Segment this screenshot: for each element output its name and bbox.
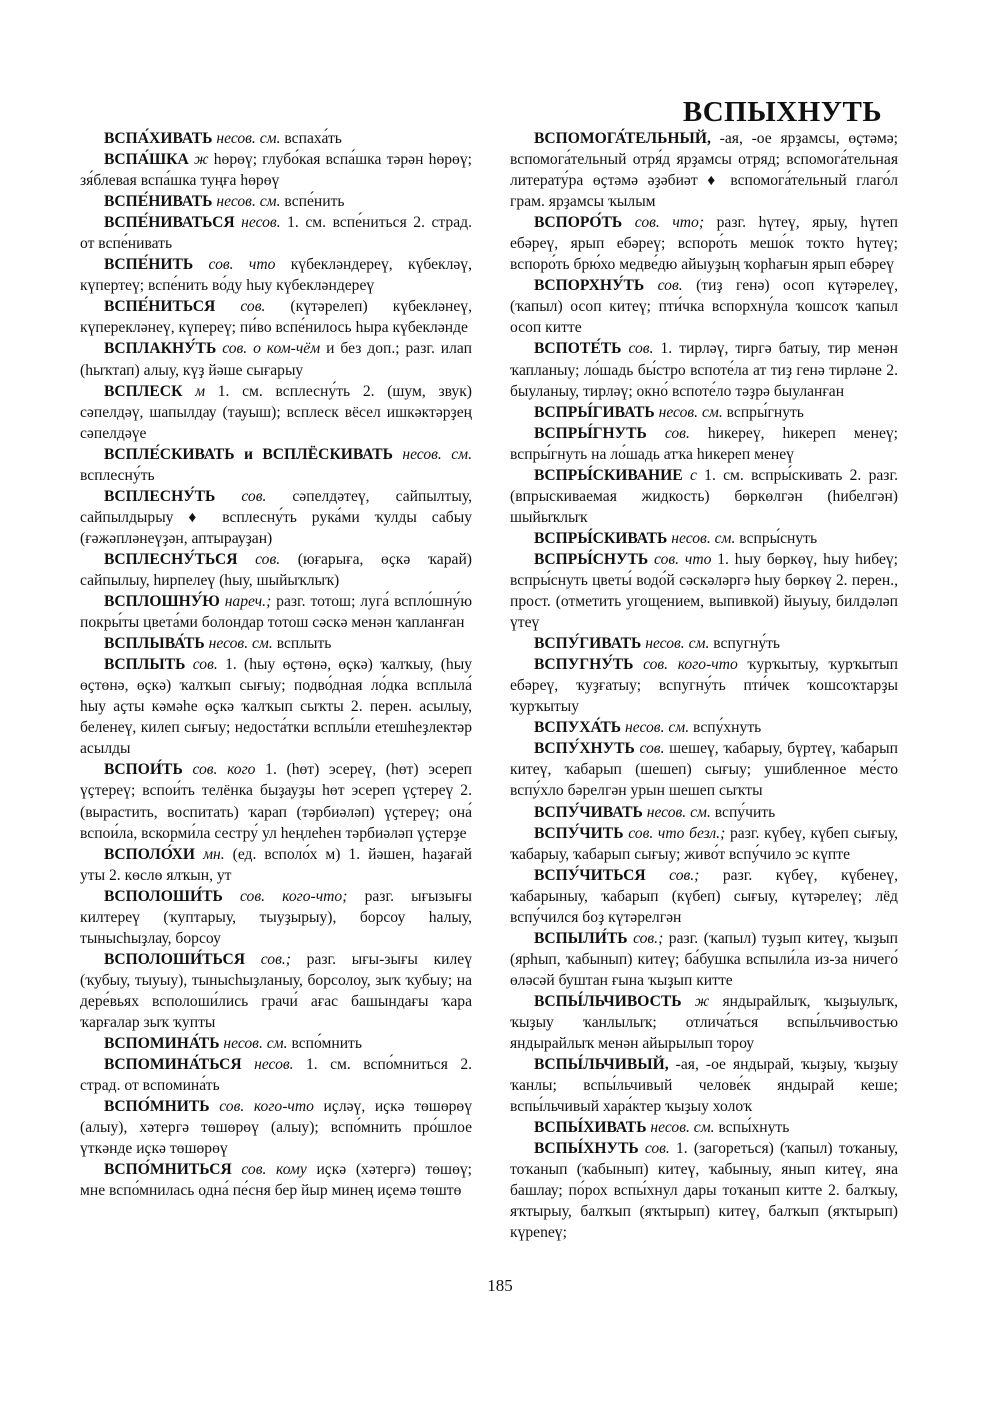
dictionary-entry <box>510 402 898 423</box>
entry-label: несов. см. <box>645 635 710 653</box>
entry-headword: ВСПЛЕСНУ́ТЬ <box>104 487 216 505</box>
entry-headword: ВСПОЛОШИ́ТЬ <box>104 887 223 905</box>
dictionary-entry <box>80 654 472 759</box>
entry-definition: вспо́мнить <box>291 1035 362 1053</box>
entry-headword: ВСПЫЛИ́ТЬ <box>534 929 628 947</box>
entry-headword: ВСПОТЕ́ТЬ <box>534 340 622 358</box>
entry-headword: ВСПОМИНА́ТЬ <box>104 1035 220 1053</box>
entry-definition: разг. һүтеү, ярыу, һүтеп ебәреү, ярып ебәреү; вспоро́ть мешо́к тоҡто һүтеү; вспоро́ть брю́хо медве́дю айыуҙың ҡорһағын ярып ебәреү <box>510 214 899 274</box>
entry-label: сов. кому <box>241 1161 307 1179</box>
dictionary-entry <box>510 1117 898 1138</box>
entry-label: сов. <box>644 1140 670 1158</box>
entry-label: сов. что <box>208 256 276 274</box>
entry-definition: 1. (һөт) эсереү, (һөт) эсереп үҫтереү; вспои́ть телёнка быҙауҙы һөт эсереп үҫтереү 2. (вырастить, воспитать) ҡарап (тәрбиәләп) үҫтереү; она́ вспои́ла, вскорми́ла сестру́ ул һеңлеһен тәрбиәләп үҫтерҙе <box>80 761 473 842</box>
entry-definition: 1. см. всплесну́ть 2. (шум, звук) сәпелдәү, шапылдау (тауыш); всплеск вёсел ишкәктәрҙең сәпелдәүе <box>80 382 473 442</box>
entry-headword: ВСПОРХНУ́ТЬ <box>534 277 645 295</box>
entry-headword: ВСПО́МНИТЬСЯ <box>104 1161 232 1179</box>
entry-definition: вспугну́ть <box>713 635 781 653</box>
entry-definition: шешеү, ҡабарыу, бүртеү, ҡабарып китеү, ҡабарып (шешеп) сығыу; ушибленное ме́сто вспу́хло бәрелгән урын шешеп сыҡты <box>510 740 898 800</box>
dictionary-entry <box>80 191 472 212</box>
dictionary-entry <box>510 275 898 338</box>
entry-definition: вспаха́ть <box>284 130 342 147</box>
entry-label: несов. см. <box>625 719 690 737</box>
dictionary-entry <box>80 128 472 149</box>
entry-headword: ВСПЫ́ЛЬЧИВЫЙ, <box>534 1056 669 1074</box>
left-column <box>80 128 472 1201</box>
dictionary-entry <box>510 1054 898 1117</box>
dictionary-entry <box>80 254 472 296</box>
entry-headword: ВСПА́ШКА <box>104 151 189 169</box>
entry-headword: ВСПОМОГА́ТЕЛЬНЫЙ, <box>534 130 711 147</box>
entry-headword: ВСПУХА́ТЬ <box>534 719 622 737</box>
entry-headword: ВСПОЛОШИ́ТЬСЯ <box>104 950 245 968</box>
entry-headword: ВСПЛЕСК <box>104 382 183 400</box>
entry-definition: разг. күбеү, күбенеү, ҡабарыныу, ҡабарып (күбеп) сығыу, күтәрелеү; лёд вспу́чился боҙ күтәрелгән <box>510 866 898 926</box>
dictionary-entry <box>80 149 472 191</box>
dictionary-entry <box>80 486 472 549</box>
dictionary-entry <box>510 823 898 865</box>
entry-definition: разг. күбеү, күбеп сығыу, ҡабарыу, ҡабарып сығыу; живо́т вспу́чило эс күпте <box>510 824 898 863</box>
entry-headword: ВСПЛАКНУ́ТЬ <box>104 340 217 358</box>
dictionary-entry <box>510 128 898 212</box>
entry-headword: ВСПЫ́ЛЬЧИВОСТЬ <box>534 992 682 1010</box>
dictionary-entry <box>80 1159 472 1201</box>
dictionary-entry <box>510 802 898 823</box>
entry-definition: разг. ығызығы килтереү (ҡуптарыу, тыуҙырыу), борсоу һалыу, тынысһыҙлау, борсоу <box>80 887 472 947</box>
entry-label: сов. что; <box>634 214 705 232</box>
entry-definition: разг. тотош; луга́ вспло́шну́ю покры́ты цвета́ми болондар тотош сәскә менән ҡапланған <box>80 593 472 632</box>
entry-definition: вспе́нить <box>284 193 345 211</box>
entry-label: несов. см. <box>650 1119 715 1137</box>
entry-headword: ВСПЫ́ХНУТЬ <box>534 1140 639 1158</box>
dictionary-entry <box>510 738 898 801</box>
dictionary-entry <box>510 549 898 633</box>
dictionary-entry <box>80 444 472 486</box>
entry-label: сов. <box>192 656 218 674</box>
entry-definition: вспу́хнуть <box>693 719 762 737</box>
dictionary-entry <box>510 991 898 1054</box>
entry-label: сов. <box>240 298 266 316</box>
entry-definition: 1. тирләү, тиргә батыу, тир менән ҡапланыу; ло́шадь бы́стро вспоте́ла ат тиҙ генә тирләне 2. быуланыу, тирләү; окно́ вспоте́ло тәҙрә быуланған <box>510 340 898 400</box>
entry-label: несов. см. <box>658 403 723 421</box>
entry-label: с <box>689 466 697 484</box>
entry-headword: ВСПЛЕ́СКИВАТЬ и ВСПЛЁСКИВАТЬ <box>104 445 393 463</box>
entry-label: сов. <box>255 550 281 568</box>
entry-definition: яндырайлыҡ, ҡыҙыулыҡ, ҡыҙыу ҡанлылыҡ; отлича́ться вспы́льчивостью яндырайлыҡ менән айырылып тороу <box>510 992 898 1053</box>
entry-headword: ВСПЕ́НИТЬ <box>104 256 194 274</box>
entry-label: сов. кого <box>192 761 256 779</box>
dictionary-entry <box>510 423 898 465</box>
entry-headword: ВСПУ́ХНУТЬ <box>534 740 635 758</box>
entry-definition: -ая, -ое ярҙамсы, өҫтәмә; вспомога́тельный отря́д ярҙамсы отряд; вспомога́тельная литерату́ра өҫтәмә әҙәбиәт ♦ вспомога́тельный глаго́л грам. ярҙамсы ҡылым <box>510 130 898 211</box>
entry-definition: 1. см. вспры́скивать 2. разг. (впрыскиваемая жидкость) бөркөлгән (һибелгән) шыйыҡлыҡ <box>510 466 898 526</box>
entry-definition: 1. (загореться) (ҡапыл) тоҡаныу, тоҡанып (ҡабынып) китеү, ҡабыныу, янып китеү, яна башлау; по́рох вспы́хнул дары тоҡанып китте 2. балҡыу, яҡтырыу, балҡып (яҡтырып) китеү, балҡып (яҡтырып) күреnеү; <box>510 1140 898 1242</box>
right-column <box>510 128 898 1243</box>
entry-headword: ВСПУ́ЧИТЬСЯ <box>534 866 646 884</box>
entry-label: несов. см. <box>223 1035 288 1053</box>
entry-definition: -ая, -ое яндырай, ҡыҙыу, ҡыҙыу ҡанлы; вспы́льчивый челове́к яндырай кеше; вспы́льчивый хара́ктер ҡыҙыу холоҡ <box>510 1056 899 1116</box>
entry-label: сов. кого-что; <box>240 887 348 905</box>
dictionary-entry <box>510 1138 898 1243</box>
entry-definition: вспры́снуть <box>739 529 818 547</box>
dictionary-entry <box>510 865 898 928</box>
entry-definition: и без доп.; разг. илап (һыҡтап) алыу, күҙ йәше сығарыу <box>80 340 472 379</box>
entry-headword: ВСПЫ́ХИВАТЬ <box>534 1119 647 1137</box>
entry-definition: всплыть <box>276 635 332 653</box>
entry-label: несов. см. <box>671 529 736 547</box>
entry-definition: разг. ығы-зығы килеү (ҡубыу, тыуыу), тынысһыҙланыу, борсолоу, зыҡ ҡубыу; на дере́вьях всполоши́лись грачи́ ағас башындағы ҡара ҡарғалар зыҡ ҡупты <box>80 950 473 1031</box>
dictionary-entry <box>80 1096 472 1159</box>
entry-label: сов. <box>664 424 690 442</box>
entry-definition: ҡурҡытыу, ҡурҡытып ебәреү, ҡуҙғатыу; вспугну́ть пти́чек ҡошсоҡтарҙы ҡурҡытыу <box>510 656 898 716</box>
dictionary-entry <box>80 296 472 338</box>
entry-headword: ВСПУ́ЧИТЬ <box>534 824 624 842</box>
entry-headword: ВСПЛЫВА́ТЬ <box>104 635 205 653</box>
dictionary-entry <box>510 528 898 549</box>
entry-headword: ВСПРЫ́СКИВАНИЕ <box>534 466 683 484</box>
entry-headword: ВСПА́ХИВАТЬ <box>104 130 213 147</box>
entry-definition: һикереү, һикереп менеү; вспры́гнуть на ло́шадь атҡа һикереп менеү <box>510 424 898 463</box>
dictionary-entry <box>80 759 472 843</box>
entry-definition: вспы́хнуть <box>718 1119 790 1137</box>
entry-label: сов. <box>241 487 267 505</box>
entry-headword: ВСПУ́ГИВАТЬ <box>534 635 642 653</box>
dictionary-entry <box>510 465 898 528</box>
entry-headword: ВСПОЛО́ХИ <box>104 845 196 863</box>
dictionary-entry <box>80 886 472 949</box>
entry-definition: 1. см. вспе́ниться 2. страд. от вспе́нивать <box>80 214 472 253</box>
entry-headword: ВСПЕ́НИВАТЬСЯ <box>104 214 235 232</box>
entry-definition: сәпелдәтеү, сайпылтыу, сайпылдырыу ♦ всплесну́ть рука́ми ҡулды сабыу (ғәжәпләнеүҙән, аптырауҙан) <box>80 487 472 547</box>
dictionary-entry <box>80 338 472 380</box>
entry-label: несов. см. <box>646 803 711 821</box>
dictionary-entry <box>80 633 472 654</box>
entry-label: сов.; <box>669 866 700 884</box>
entry-label: сов. <box>639 740 665 758</box>
entry-headword: ВСПОМИНА́ТЬСЯ <box>104 1056 242 1074</box>
entry-label: ж <box>193 151 209 169</box>
entry-label: мн. <box>203 845 225 863</box>
entry-headword: ВСПУГНУ́ТЬ <box>534 656 634 674</box>
dictionary-entry <box>80 949 472 1033</box>
entry-definition: күбекләндереү, күбекләү, күпертеү; вспе́нить во́ду һыу күбекләндереү <box>80 256 472 295</box>
entry-label: несов. см. <box>216 130 281 147</box>
entry-label: сов.; <box>260 950 291 968</box>
entry-headword: ВСПЛЫТЬ <box>104 656 186 674</box>
dictionary-entry <box>80 381 472 444</box>
entry-definition: разг. (ҡапыл) туҙып китеү, ҡыҙып (ярһып, ҡабынып) китеү; ба́бушка вспыли́ла из-за ничего́ өләсәй буштан ғына ҡыҙып китте <box>510 929 899 989</box>
entry-label: несов. <box>254 1056 294 1074</box>
entry-definition: 1. см. вспо́мниться 2. страд. от вспомина́ть <box>80 1056 473 1095</box>
entry-definition: (ед. всполо́х м) 1. йәшен, һаҙағай уты 2. көслө ялҡын, ут <box>80 845 473 884</box>
entry-headword: ВСПОРО́ТЬ <box>534 214 623 232</box>
entry-headword: ВСПЛЕСНУ́ТЬСЯ <box>104 550 238 568</box>
entry-label: несов. см. <box>208 635 273 653</box>
page-number: 185 <box>487 1276 513 1295</box>
entry-definition: (юғарыға, өҫкә ҡарай) сайпылыу, һирпелеү (һыу, шыйыҡлыҡ) <box>80 550 472 589</box>
entry-definition: вспры́гнуть <box>726 403 804 421</box>
entry-definition: иҫләү, иҫкә төшөрөү (алыу), хәтергә төшөрөү (алыу); вспо́мнить про́шлое үткәнде иҫкә төшөрөү <box>80 1098 473 1158</box>
dictionary-entry <box>510 928 898 991</box>
entry-headword: ВСПЕ́НИВАТЬ <box>104 193 213 211</box>
dictionary-entry <box>80 591 472 633</box>
entry-label: несов. см. <box>216 193 281 211</box>
dictionary-entry <box>510 633 898 654</box>
entry-headword: ВСПО́МНИТЬ <box>104 1098 210 1116</box>
dictionary-entry <box>80 1033 472 1054</box>
entry-definition: (тиҙ генә) осоп күтәрелеү, (ҡапыл) осоп китеү; пти́чка вспорхну́ла ҡошсоҡ ҡапыл осоп китте <box>510 277 898 337</box>
entry-definition: 1. (һыу өҫтөнә, өҫкә) ҡалҡыу, (һыу өҫтөнә, өҫкә) ҡалҡып сығыу; подво́дная ло́дка всплыла́ һыу аҫты кәмәһе өҫкә ҡалҡып сыҡты 2. перен. асылыу, беленеү, килеп сығыу; недоста́тки всплы́ли етешһеҙлектәр асылды <box>80 656 473 758</box>
entry-definition: иҫкә (хәтергә) төшөү; мне вспо́мнилась одна́ пе́сня бер йыр минең иҫемә төштө <box>80 1161 472 1200</box>
entry-label: несов. <box>241 214 281 232</box>
dictionary-entry <box>80 844 472 886</box>
entry-headword: ВСПЕ́НИТЬСЯ <box>104 298 216 316</box>
entry-definition: 1. һыу бөркөү, һыу һибеү; вспры́снуть цветы́ водо́й сәскәләргә һыу бөркөү 2. перен., прост. (отметить угощением, выпивкой) йыуыу, билдәләп үтеү <box>510 550 898 632</box>
entry-definition: (күтәрелеп) күбекләнеү, күперекләнеү, күпереү; пи́во вспе́нилось һыра күбекләнде <box>80 298 472 337</box>
dictionary-entry <box>80 212 472 254</box>
entry-label: сов. <box>628 340 654 358</box>
entry-label: сов. кого-что <box>219 1098 314 1116</box>
entry-label: сов. о ком-чём <box>222 340 321 358</box>
dictionary-entry <box>510 654 898 717</box>
entry-headword: ВСПРЫ́ГИВАТЬ <box>534 403 655 421</box>
dictionary-entry <box>80 1054 472 1096</box>
entry-label: нареч.; <box>224 593 272 611</box>
entry-headword: ВСПОИ́ТЬ <box>104 761 183 779</box>
entry-label: сов. что безл.; <box>628 824 726 842</box>
dictionary-entry <box>80 549 472 591</box>
entry-label: ж <box>694 992 710 1010</box>
dictionary-entry <box>510 717 898 738</box>
dictionary-entry <box>510 338 898 401</box>
entry-label: сов. <box>657 277 683 295</box>
entry-headword: ВСПРЫ́ГНУТЬ <box>534 424 647 442</box>
entry-label: сов.; <box>633 929 664 947</box>
entry-label: м <box>195 382 206 400</box>
entry-headword: ВСПУ́ЧИВАТЬ <box>534 803 643 821</box>
entry-headword: ВСПРЫ́СКИВАТЬ <box>534 529 668 547</box>
entry-headword: ВСПЛОШНУ́Ю <box>104 593 220 611</box>
entry-headword: ВСПРЫ́СНУТЬ <box>534 550 649 568</box>
dictionary-entry <box>510 212 898 275</box>
entry-definition: вспу́чить <box>714 803 776 821</box>
entry-label: несов. см. <box>402 445 472 463</box>
entry-definition: всплесну́ть <box>80 466 155 484</box>
entry-definition: һөрөү; глубо́кая вспа́шка тәрән һөрөү; зя́блевая вспа́шка туңға һөрөү <box>80 151 472 190</box>
running-head: ВСПЫХНУТЬ <box>682 96 882 128</box>
entry-label: сов. кого-что <box>643 656 738 674</box>
entry-label: сов. что <box>654 550 712 568</box>
